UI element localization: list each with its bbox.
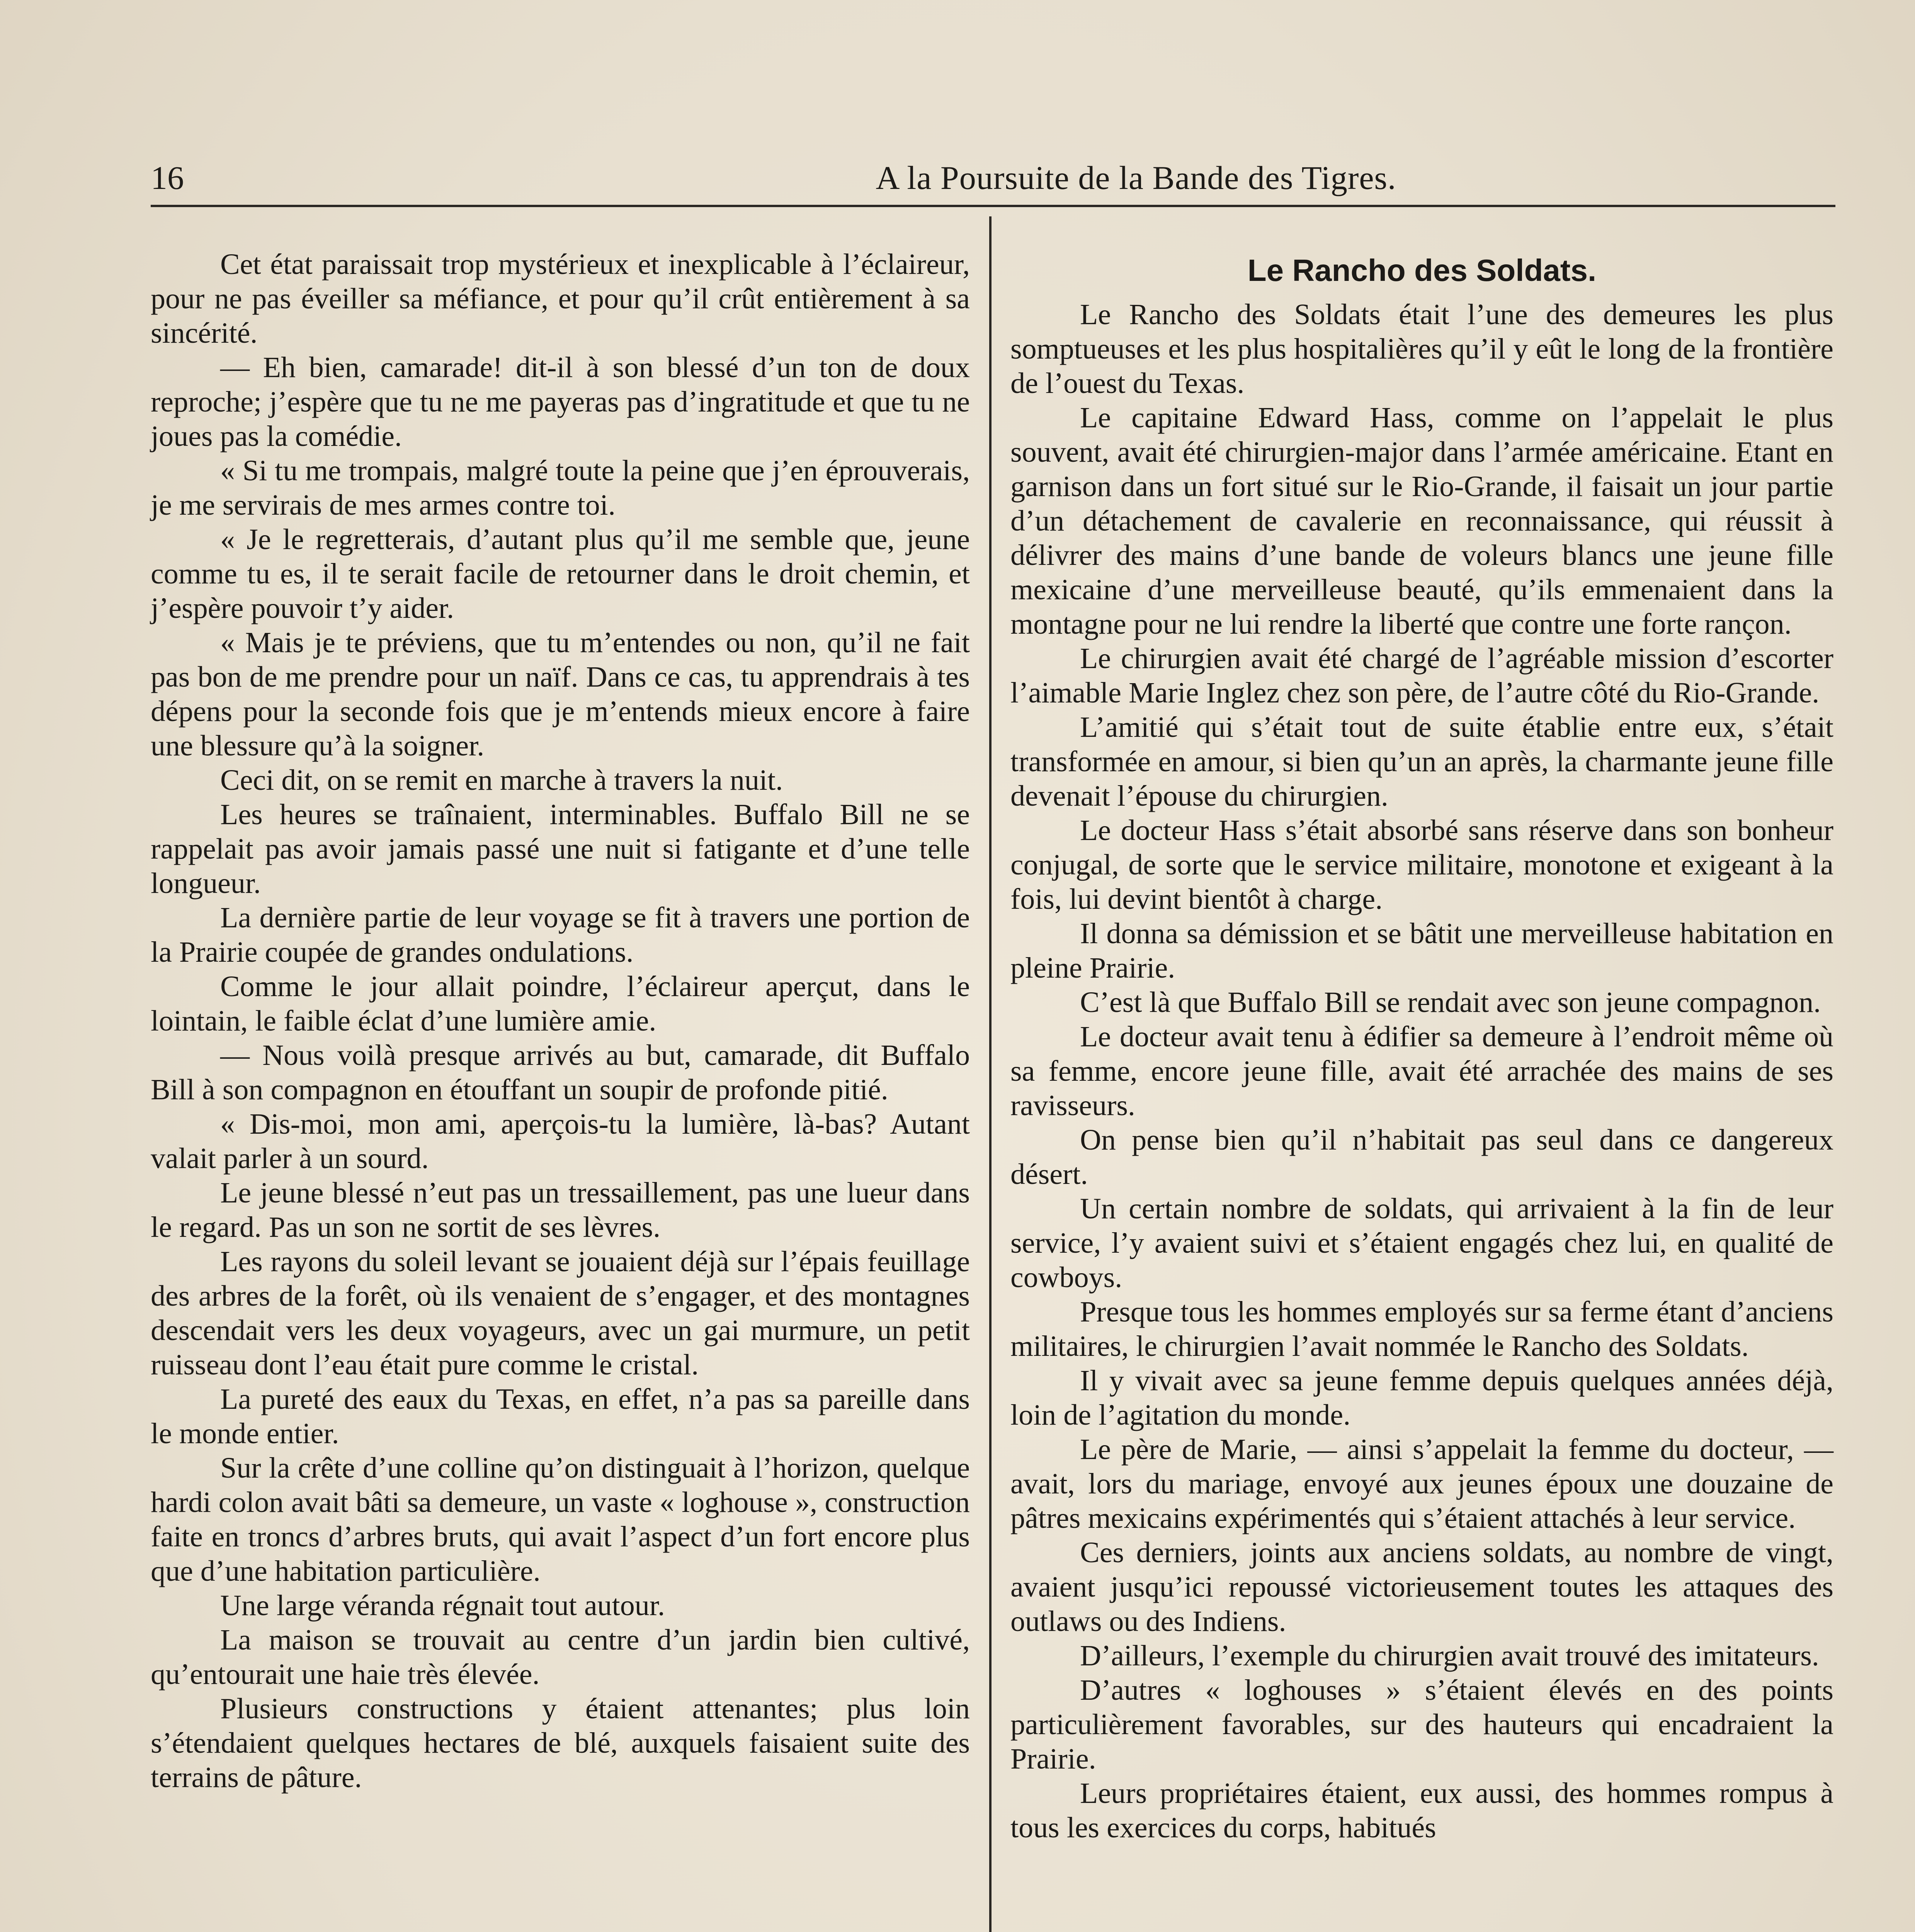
paragraph: Leurs propriétaires étaient, eux aussi, des hommes rompus à tous les exercices du corps, habitués (1010, 1777, 1833, 1844)
paragraph: Cet état paraissait trop mystérieux et inexplicable à l’éclaireur, pour ne pas éveiller sa méfiance, et pour qu’il crût entièrement à sa sincérité. (151, 248, 970, 349)
paragraph: Le docteur avait tenu à édifier sa demeure à l’endroit même où sa femme, encore jeune fille, avait été arrachée des mains de ses ravisseurs. (1010, 1020, 1833, 1122)
section-title: Le Rancho des Soldats. (1247, 253, 1597, 287)
paragraph: La maison se trouvait au centre d’un jardin bien cultivé, qu’entourait une haie très élevée. (151, 1624, 970, 1690)
column-divider (989, 216, 992, 1932)
paragraph: Ceci dit, on se remit en marche à travers la nuit. (220, 764, 783, 796)
paragraph: Le capitaine Edward Hass, comme on l’appelait le plus souvent, avait été chirurgien-major dans l’armée américaine. Etant en garnison dans un fort situé sur le Rio-Grande, il faisait un jour partie d’un détachement de cavalerie en reconnaissance, qui réussit à délivrer des mains d’une bande de voleurs blancs une jeune fille mexicaine d’une merveilleuse beauté, qu’ils emmenaient dans la montagne pour ne lui rendre la liberté que contre une forte rançon. (1010, 401, 1833, 640)
paragraph: « Si tu me trompais, malgré toute la peine que j’en éprouverais, je me servirais de mes armes contre toi. (151, 454, 970, 521)
paragraph: Il donna sa démission et se bâtit une merveilleuse habitation en pleine Prairie. (1010, 917, 1833, 984)
paragraph: Le père de Marie, — ainsi s’appelait la femme du docteur, — avait, lors du mariage, envoyé aux jeunes époux une douzaine de pâtres mexicains expérimentés qui s’étaient attachés à leur service. (1010, 1433, 1833, 1534)
paragraph: Il y vivait avec sa jeune femme depuis quelques années déjà, loin de l’agitation du monde. (1010, 1364, 1833, 1431)
paragraph: On pense bien qu’il n’habitait pas seul dans ce dangereux désert. (1010, 1124, 1833, 1190)
paragraph: Sur la crête d’une colline qu’on distinguait à l’horizon, quelque hardi colon avait bâti sa demeure, un vaste « loghouse », construction faite en troncs d’arbres bruts, qui avait l’aspect d’un fort encore plus que d’une habitation particulière. (151, 1452, 970, 1587)
paragraph: Ces derniers, joints aux anciens soldats, au nombre de vingt, avaient jusqu’ici repoussé victorieusement toutes les attaques des outlaws ou des Indiens. (1010, 1536, 1833, 1638)
paragraph: La pureté des eaux du Texas, en effet, n’a pas sa pareille dans le monde entier. (151, 1383, 970, 1450)
paragraph: Les rayons du soleil levant se jouaient déjà sur l’épais feuillage des arbres de la forêt, où ils venaient de s’engager, et des montagnes descendait vers les deux voyageurs, avec un gai murmure, un petit ruisseau dont l’eau était pure comme le cristal. (151, 1245, 970, 1381)
paragraph: Une large véranda régnait tout autour. (220, 1589, 665, 1622)
paragraph: La dernière partie de leur voyage se fit à travers une portion de la Prairie coupée de grandes ondulations. (151, 901, 970, 968)
paragraph: « Dis-moi, mon ami, aperçois-tu la lumière, là-bas? Autant valait parler à un sourd. (151, 1108, 970, 1175)
paragraph: D’ailleurs, l’exemple du chirurgien avait trouvé des imitateurs. (1080, 1639, 1819, 1672)
page-header (151, 155, 1835, 209)
running-title: A la Poursuite de la Bande des Tigres. (876, 159, 1396, 196)
paragraph: Le docteur Hass s’était absorbé sans réserve dans son bonheur conjugal, de sorte que le service militaire, monotone et exigeant à la fois, lui devint bientôt à charge. (1010, 814, 1833, 915)
paragraph: « Je le regretterais, d’autant plus qu’il me semble que, jeune comme tu es, il te serait facile de retourner dans le droit chemin, et j’espère pouvoir t’y aider. (151, 523, 970, 624)
header-rule (151, 205, 1835, 207)
paragraph: D’autres « loghouses » s’étaient élevés en des points particulièrement favorables, sur des hauteurs qui encadraient la Prairie. (1010, 1674, 1833, 1775)
paragraph: Un certain nombre de soldats, qui arrivaient à la fin de leur service, l’y avaient suivi et s’étaient engagés chez lui, en qualité de cowboys. (1010, 1192, 1833, 1294)
paragraph: C’est là que Buffalo Bill se rendait avec son jeune compagnon. (1080, 986, 1821, 1019)
paragraph: Presque tous les hommes employés sur sa ferme étant d’anciens militaires, le chirurgien l’avait nommée le Rancho des Soldats. (1010, 1296, 1833, 1362)
paragraph: — Nous voilà presque arrivés au but, camarade, dit Buffalo Bill à son compagnon en étouffant un soupir de profonde pitié. (151, 1039, 970, 1106)
paragraph: Le Rancho des Soldats était l’une des demeures les plus somptueuses et les plus hospitalières qu’il y eût le long de la frontière de l’ouest du Texas. (1010, 298, 1833, 400)
paragraph: Les heures se traînaient, interminables. Buffalo Bill ne se rappelait pas avoir jamais passé une nuit si fatigante et d’une telle longueur. (151, 798, 970, 900)
paragraph: Comme le jour allait poindre, l’éclaireur aperçut, dans le lointain, le faible éclat d’une lumière amie. (151, 970, 970, 1037)
paragraph: Le jeune blessé n’eut pas un tressaillement, pas une lueur dans le regard. Pas un son ne sortit de ses lèvres. (151, 1177, 970, 1243)
paragraph: L’amitié qui s’était tout de suite établie entre eux, s’était transformée en amour, si bien qu’un an après, la charmante jeune fille devenait l’épouse du chirurgien. (1010, 711, 1833, 812)
paragraph: — Eh bien, camarade! dit-il à son blessé d’un ton de doux reproche; j’espère que tu ne me payeras pas d’ingratitude et que tu ne joues pas la comédie. (151, 351, 970, 452)
left-column (151, 247, 970, 1795)
page-number: 16 (151, 159, 184, 196)
paragraph: « Mais je te préviens, que tu m’entendes ou non, qu’il ne fait pas bon de me prendre pour un naïf. Dans ce cas, tu apprendrais à tes dépens pour la seconde fois que je m’entends mieux encore à faire une blessure qu’à la soigner. (151, 626, 970, 762)
paragraph: Plusieurs constructions y étaient attenantes; plus loin s’étendaient quelques hectares de blé, auxquels faisaient suite des terrains de pâture. (151, 1692, 970, 1794)
paragraph: Le chirurgien avait été chargé de l’agréable mission d’escorter l’aimable Marie Inglez chez son père, de l’autre côté du Rio-Grande. (1010, 642, 1833, 709)
right-column (1010, 251, 1833, 1845)
